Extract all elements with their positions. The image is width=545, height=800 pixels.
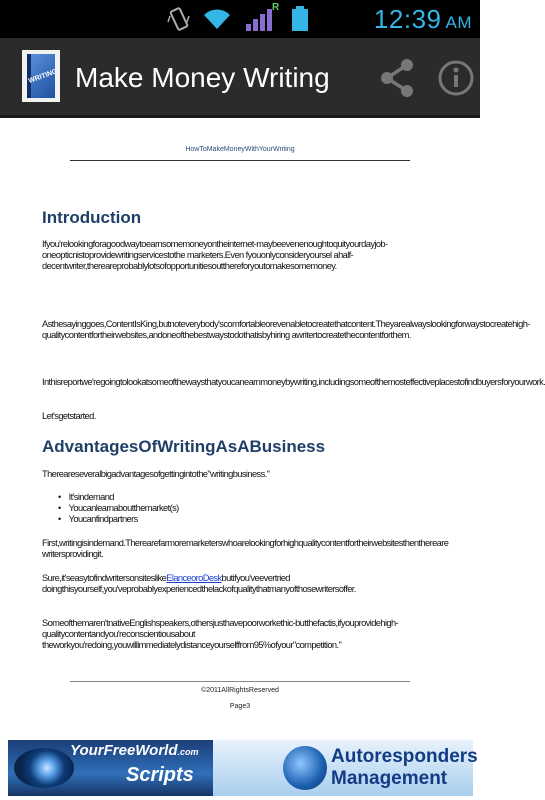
status-bar — [0, 0, 480, 38]
intro-heading: Introduction — [42, 208, 142, 227]
battery-icon — [290, 6, 310, 32]
advantages-paragraph-3 — [42, 573, 434, 595]
info-icon[interactable] — [437, 59, 475, 97]
paragraph-text: butifyou'veevertried doingthisyourself,you'veprobablyexperiencedthelackofqualitythatmanyofthosewritersoffer. — [42, 573, 356, 594]
page-header: HowToMakeMoneyWithYourWriting — [185, 146, 295, 153]
advantages-list — [58, 492, 179, 525]
header-divider — [70, 160, 410, 161]
intro-paragraph-3: Inthisreportwe'regoingtolookatsomeofthewaysthatyoucanearnmoneybywriting,includingsomeofthemosteffectiveplacestofindbuyersforyourwork. — [42, 377, 545, 387]
vibrate-icon — [168, 6, 190, 32]
action-bar — [0, 38, 480, 118]
advantages-paragraph-2: First,writingisindemand.Therearefarmoremarketerswhoarelookingforhighqualitycontentfortheirwebsitesthenthereare writersprovidingit. — [42, 538, 449, 559]
book-cover-icon: WRITING — [27, 54, 55, 98]
roaming-indicator: R — [272, 2, 280, 13]
wifi-icon — [202, 7, 232, 31]
list-item: • Youcanfindpartners — [58, 514, 179, 525]
clock: 12:39 AM — [373, 4, 472, 34]
share-icon[interactable] — [375, 56, 419, 100]
ad-scripts-label: Scripts — [126, 764, 194, 786]
intro-paragraph-4: Let'sgetstarted. — [42, 411, 96, 421]
ad-banner[interactable] — [8, 740, 478, 796]
list-item: • Youcanlearnaboutthemarket(s) — [58, 503, 179, 514]
elance-odesk-link[interactable]: ElanceoroDesk — [166, 573, 222, 583]
paragraph-text: Sure,it'seasytofindwritersonsiteslike — [42, 573, 167, 583]
advantages-heading: AdvantagesOfWritingAsABusiness — [42, 437, 326, 456]
list-item: • It'sindemand — [58, 492, 179, 503]
ad-right-line-2: Management — [331, 768, 448, 789]
intro-paragraph-2: Asthesayinggoes,ContentIsKing,butnoteverybody'scomfortableorevenabletocreatethatcontent.Theyarealwayslookingforwaystocreatehigh-qualitycontentfortheirwebsites,andoneofthebestwaystodothatisbyhiring awritertocreatethecontentforthem. — [42, 319, 530, 340]
ad-left-panel — [8, 740, 213, 796]
advantages-paragraph-4: Someofthemaren'tnativeEnglishspeakers,othersjusthavepoorworkethic-butthefactis,ifyouprovidehigh-qualitycontentandyou'reconscientiousabout theworkyou'redoing,youwillimmediatelydistanceyourselffrom95%ofyour"competition." — [42, 618, 399, 650]
copyright-text: ©2011AllRightsReserved — [201, 687, 279, 694]
footer-divider — [70, 681, 410, 682]
ad-right-panel — [213, 740, 478, 796]
intro-paragraph-1: Ifyou'relookingforagoodwaytoearnsomemoneyontheinternet-maybeevenenoughtoquityourdayjob-oneopticnistoprovidewritingservicestothe marketers.Even fyouonlyconsideryoursel ahalf-decentwriter,thereareprobablylotsofopportunitiesoutthereforyoutomakesomemoney. — [42, 239, 388, 271]
document-viewer[interactable] — [0, 118, 545, 738]
globe-icon — [283, 746, 327, 790]
ad-right-line-1: Autoresponders — [331, 746, 478, 767]
signal-icon — [244, 2, 280, 32]
eye-icon — [14, 748, 74, 788]
app-icon[interactable] — [22, 50, 60, 102]
page-number: Page3 — [229, 703, 251, 710]
app-title: Make Money Writing — [75, 62, 330, 93]
advantages-paragraph-1: Thereareseveralbigadvantagesofgettingintothe"writingbusiness." — [42, 469, 270, 479]
ad-brand: YourFreeWorld.com — [70, 742, 199, 759]
status-icons — [168, 2, 310, 32]
